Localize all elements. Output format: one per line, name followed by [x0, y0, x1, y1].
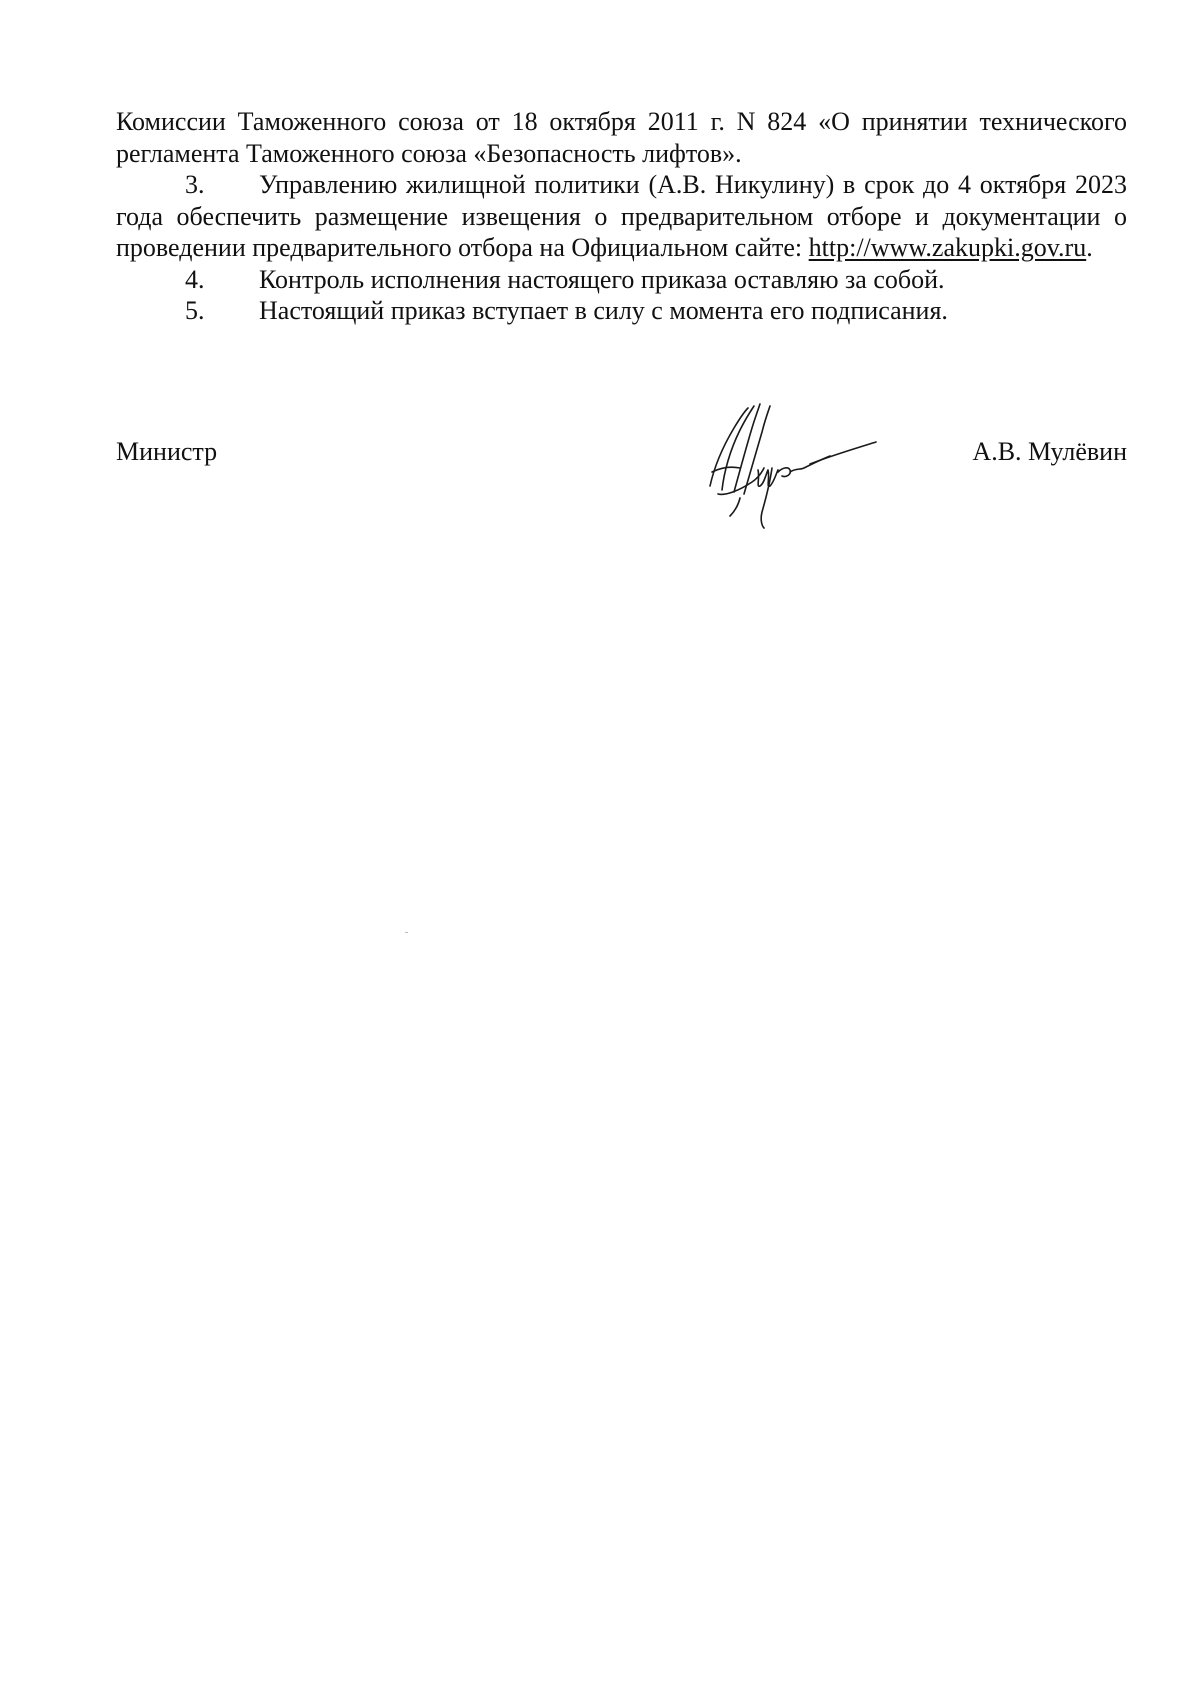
signer-name: А.В. Мулёвин — [972, 437, 1127, 466]
document-body — [116, 106, 1127, 327]
item-3-text: Управлению жилищной политики (А.В. Никулину) в срок до 4 октября 2023 года обеспечить размещение извещения о предварительном отборе и документации о проведении предварительного отбора на Официальном сайте: — [116, 170, 1127, 262]
handwritten-signature-icon — [700, 398, 880, 538]
item-3-text-end: . — [1086, 233, 1093, 262]
zakupki-link[interactable]: http://www.zakupki.gov.ru — [808, 233, 1087, 262]
signer-position: Министр — [116, 437, 218, 466]
item-5-text: Настоящий приказ вступает в силу с момента его подписания. — [259, 296, 948, 325]
item-4-number: 4. — [185, 264, 205, 294]
item-5-number: 5. — [185, 296, 205, 325]
item-3-number: 3. — [185, 170, 205, 199]
item-3-paragraph — [116, 169, 1127, 264]
item-5-paragraph — [116, 295, 1127, 327]
item-4-text: Контроль исполнения настоящего приказа оставляю за собой. — [259, 264, 945, 294]
continuation-paragraph: Комиссии Таможенного союза от 18 октября 2011 г. N 824 «О принятии технического регламента Таможенного союза «Безопасность лифтов». — [116, 107, 1127, 168]
scan-speck — [405, 932, 408, 933]
item-4-paragraph — [116, 264, 1127, 296]
